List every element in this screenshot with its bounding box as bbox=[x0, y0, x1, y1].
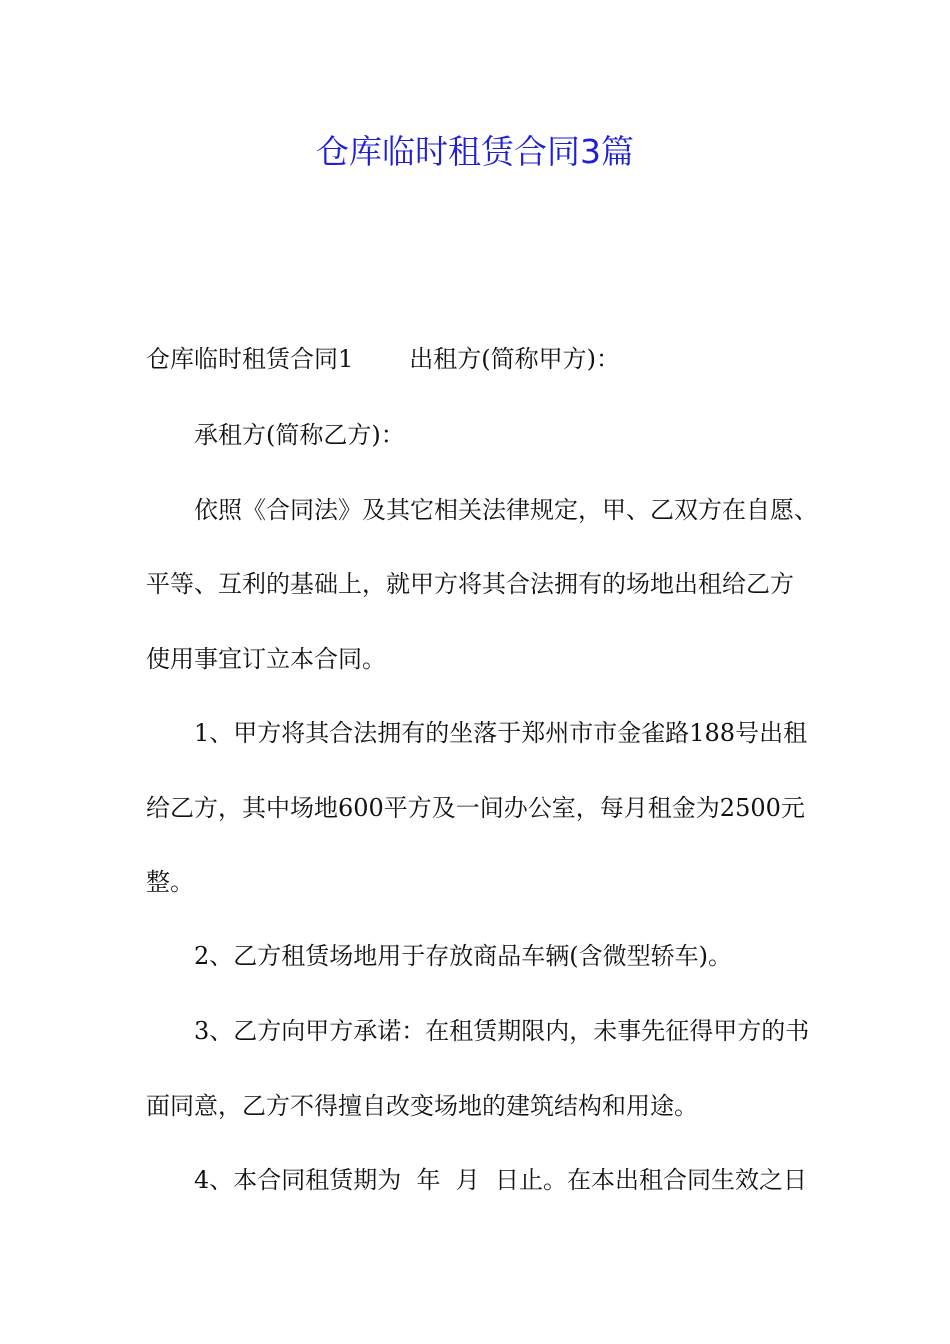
clause-line: 1、甲方将其合法拥有的坐落于郑州市市金雀路188号出租 bbox=[194, 719, 808, 747]
contract-number-heading: 仓库临时租赁合同1 bbox=[146, 345, 354, 373]
paragraph-line: 平等、互利的基础上，就甲方将其合法拥有的场地出租给乙方 bbox=[146, 570, 794, 598]
clause-line: 面同意，乙方不得擅自改变场地的建筑结构和用途。 bbox=[146, 1092, 698, 1120]
clause-line: 给乙方，其中场地600平方及一间办公室，每月租金为2500元 bbox=[146, 794, 805, 822]
clause-line: 3、乙方向甲方承诺：在租赁期限内，未事先征得甲方的书 bbox=[194, 1017, 810, 1045]
clause-line: 整。 bbox=[146, 868, 194, 896]
clause-line: 4、本合同租赁期为 年 月 日止。在本出租合同生效之日 bbox=[194, 1166, 808, 1194]
clause-line: 2、乙方租赁场地用于存放商品车辆(含微型轿车)。 bbox=[194, 942, 732, 970]
paragraph-line: 依照《合同法》及其它相关法律规定，甲、乙双方在自愿、 bbox=[194, 496, 818, 524]
paragraph-line: 使用事宜订立本合同。 bbox=[146, 645, 386, 673]
lessor-label: 出租方(简称甲方)： bbox=[409, 345, 621, 373]
document-title: 仓库临时租赁合同3篇 bbox=[316, 132, 634, 171]
contract-heading-line bbox=[146, 341, 620, 377]
lessee-label: 承租方(简称乙方)： bbox=[194, 421, 405, 449]
